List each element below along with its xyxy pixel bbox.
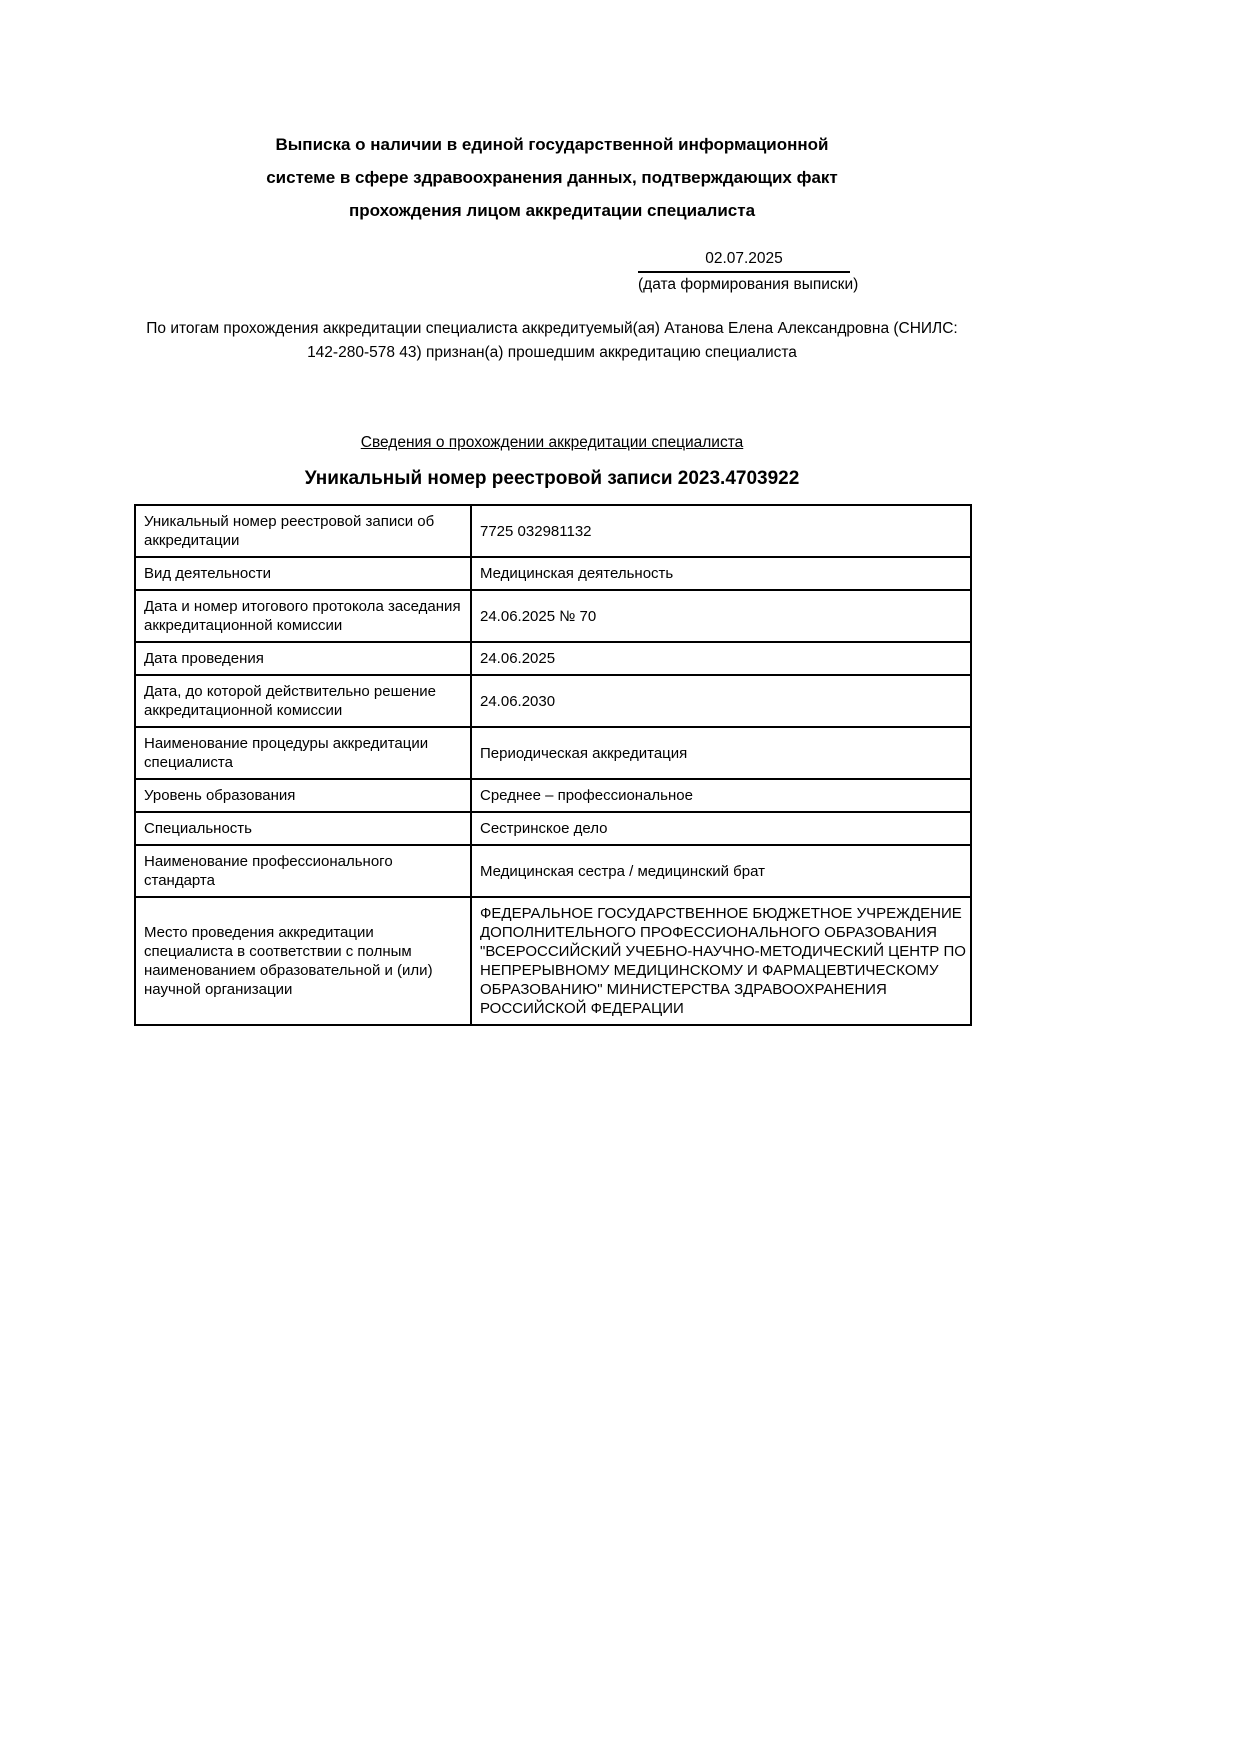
- field-value: 24.06.2025: [471, 642, 971, 675]
- date-block: [638, 249, 859, 294]
- section-heading: Сведения о прохождении аккредитации специалиста: [360, 434, 744, 451]
- document-content: [134, 128, 970, 1026]
- field-label: Наименование профессионального стандарта: [135, 845, 471, 897]
- field-value: Сестринское дело: [471, 812, 971, 845]
- field-value: 24.06.2025 № 70: [471, 590, 971, 642]
- table-row: [135, 779, 971, 812]
- field-value: Среднее – профессиональное: [471, 779, 971, 812]
- field-label: Уникальный номер реестровой записи об аккредитации: [135, 505, 471, 557]
- field-label: Место проведения аккредитации специалиста в соответствии с полным наименованием образовательной и (или) научной организации: [135, 897, 471, 1025]
- field-value: 7725 032981132: [471, 505, 971, 557]
- table-row: [135, 897, 971, 1025]
- field-value: ФЕДЕРАЛЬНОЕ ГОСУДАРСТВЕННОЕ БЮДЖЕТНОЕ УЧРЕЖДЕНИЕ ДОПОЛНИТЕЛЬНОГО ПРОФЕССИОНАЛЬНОГО ОБРАЗОВАНИЯ "ВСЕРОССИЙСКИЙ УЧЕБНО-НАУЧНО-МЕТОДИЧЕСКИЙ ЦЕНТР ПО НЕПРЕРЫВНОМУ МЕДИЦИНСКОМУ И ФАРМАЦЕВТИЧЕСКОМУ ОБРАЗОВАНИЮ" МИНИСТЕРСТВА ЗДРАВООХРАНЕНИЯ РОССИЙСКОЙ ФЕДЕРАЦИИ: [471, 897, 971, 1025]
- table-row: [135, 812, 971, 845]
- field-label: Дата, до которой действительно решение аккредитационной комиссии: [135, 675, 471, 727]
- accreditation-table-body: [135, 505, 971, 1025]
- table-row: [135, 557, 971, 590]
- registry-number-heading: Уникальный номер реестровой записи 2023.4703922: [304, 468, 800, 489]
- table-row: [135, 505, 971, 557]
- field-label: Уровень образования: [135, 779, 471, 812]
- field-label: Дата проведения: [135, 642, 471, 675]
- field-label: Специальность: [135, 812, 471, 845]
- field-value: Медицинская сестра / медицинский брат: [471, 845, 971, 897]
- table-row: [135, 590, 971, 642]
- document-title: Выписка о наличии в единой государственной информационной системе в сфере здравоохранения данных, подтверждающих факт прохождения лицом аккредитации специалиста: [266, 135, 838, 220]
- table-row: [135, 845, 971, 897]
- accreditation-table: [134, 504, 972, 1026]
- field-label: Дата и номер итогового протокола заседания аккредитационной комиссии: [135, 590, 471, 642]
- extract-date-caption: (дата формирования выписки): [638, 276, 859, 293]
- field-value: Периодическая аккредитация: [471, 727, 971, 779]
- field-value: 24.06.2030: [471, 675, 971, 727]
- field-label: Вид деятельности: [135, 557, 471, 590]
- intro-paragraph: По итогам прохождения аккредитации специалиста аккредитуемый(ая) Атанова Елена Александровна (СНИЛС: 142-280-578 43) признан(а) прошедшим аккредитацию специалиста: [146, 320, 958, 361]
- table-row: [135, 642, 971, 675]
- extract-date: 02.07.2025: [638, 249, 850, 273]
- field-label: Наименование процедуры аккредитации специалиста: [135, 727, 471, 779]
- table-row: [135, 675, 971, 727]
- table-row: [135, 727, 971, 779]
- field-value: Медицинская деятельность: [471, 557, 971, 590]
